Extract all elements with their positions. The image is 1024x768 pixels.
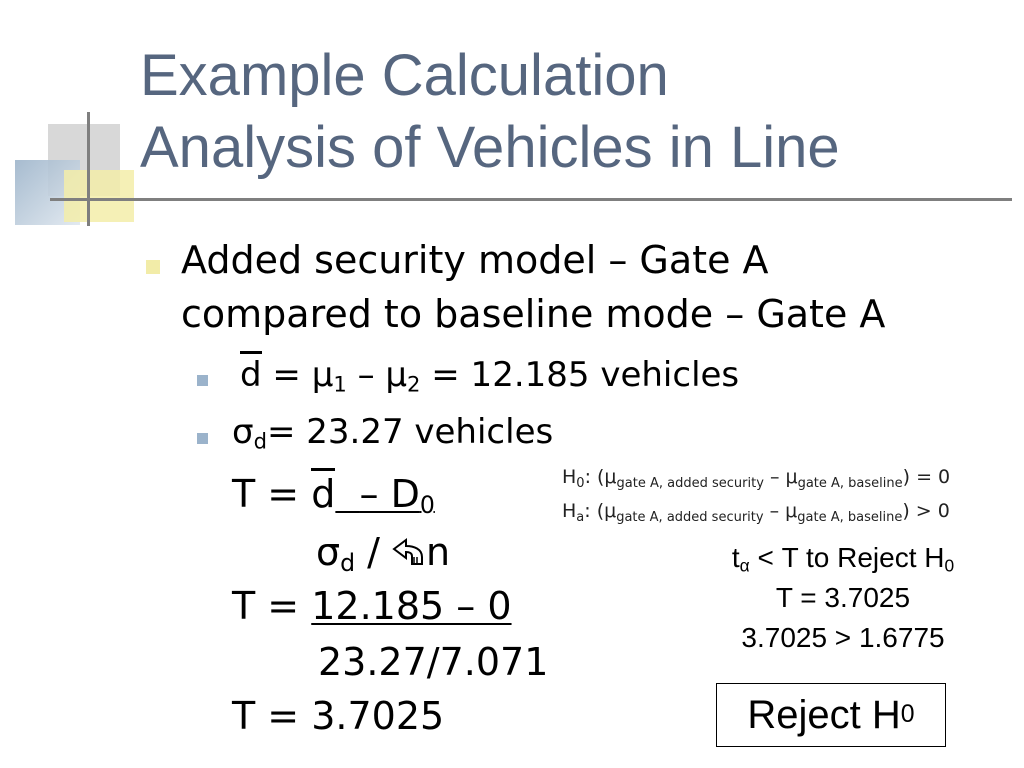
- mu-sub-2: 2: [407, 371, 421, 397]
- d-bar-equation: [240, 355, 739, 396]
- ha-open: : (μ: [584, 500, 617, 522]
- null-hypothesis: [562, 466, 950, 491]
- mu-sub-1: 1: [333, 371, 347, 397]
- t-den-n: n: [426, 530, 451, 574]
- sigma-symbol: σ: [232, 412, 254, 452]
- title-divider: [50, 198, 1012, 201]
- bullet-marker: [146, 260, 160, 274]
- decision-rule: [696, 542, 990, 576]
- t-result: T = 3.7025: [232, 694, 445, 738]
- h0-sub: 0: [576, 476, 585, 491]
- title-line-2: Analysis of Vehicles in Line: [140, 115, 840, 180]
- t-formula-numerator: [232, 472, 435, 519]
- ha-sub-2: gate A, baseline: [797, 510, 903, 525]
- conclusion-box: [716, 683, 946, 747]
- slide-title: [140, 40, 840, 184]
- t-den-sigma: σ: [316, 530, 341, 574]
- d-eq-part-a: = μ: [272, 355, 334, 395]
- rule-t: t: [731, 542, 740, 573]
- t-den-sub: d: [340, 548, 356, 577]
- ha-close: ) > 0: [902, 500, 950, 522]
- sub-bullet-marker: [197, 375, 208, 386]
- ha-mid: – μ: [763, 500, 798, 522]
- d-bar-symbol: d: [240, 355, 262, 395]
- rule-t-value: T = 3.7025: [775, 582, 911, 613]
- ha-label: H: [562, 500, 577, 522]
- t-formula-denominator: [316, 530, 450, 577]
- ha-sub: a: [576, 510, 585, 525]
- t-label: T =: [232, 472, 300, 516]
- sigma-value: = 23.27 vehicles: [266, 412, 554, 452]
- bullet-main-line-2: compared to baseline mode – Gate A: [181, 292, 886, 336]
- t-calc-numerator: [232, 584, 512, 628]
- sigma-equation: [232, 412, 553, 453]
- rule-alpha: α: [739, 555, 750, 576]
- rule-text: < T to Reject H: [757, 542, 945, 573]
- rule-sub: 0: [944, 555, 955, 576]
- sigma-sub: d: [253, 428, 267, 454]
- d-eq-part-b: – μ: [357, 355, 408, 395]
- t-calc-denominator: 23.27/7.071: [318, 640, 549, 684]
- reject-text: Reject H: [747, 692, 901, 737]
- t-numerator: [311, 472, 435, 519]
- t-d-bar: d: [311, 472, 336, 516]
- bullet-main-line-1: Added security model – Gate A: [181, 238, 769, 282]
- h0-open: : (μ: [584, 466, 617, 488]
- h0-sub-2: gate A, baseline: [797, 476, 903, 491]
- rule-comparison: 3.7025 > 1.6775: [741, 622, 945, 653]
- t2-label: T =: [232, 584, 300, 628]
- title-line-1: Example Calculation: [140, 43, 669, 108]
- t-den-slash: /: [367, 530, 380, 574]
- h0-sub-1: gate A, added security: [616, 476, 764, 491]
- reject-sub: 0: [900, 701, 915, 728]
- pointer-hand-icon: [392, 530, 426, 574]
- ha-sub-1: gate A, added security: [616, 510, 764, 525]
- h0-label: H: [562, 466, 577, 488]
- h0-close: ) = 0: [902, 466, 951, 488]
- t-minus-d: – D: [359, 472, 420, 516]
- d-eq-part-c: = 12.185 vehicles: [431, 355, 740, 395]
- sub-bullet-marker: [197, 433, 208, 444]
- t-d0-sub: 0: [419, 490, 435, 519]
- t2-numerator: 12.185 – 0: [311, 584, 512, 628]
- alternative-hypothesis: [562, 500, 950, 525]
- h0-mid: – μ: [763, 466, 798, 488]
